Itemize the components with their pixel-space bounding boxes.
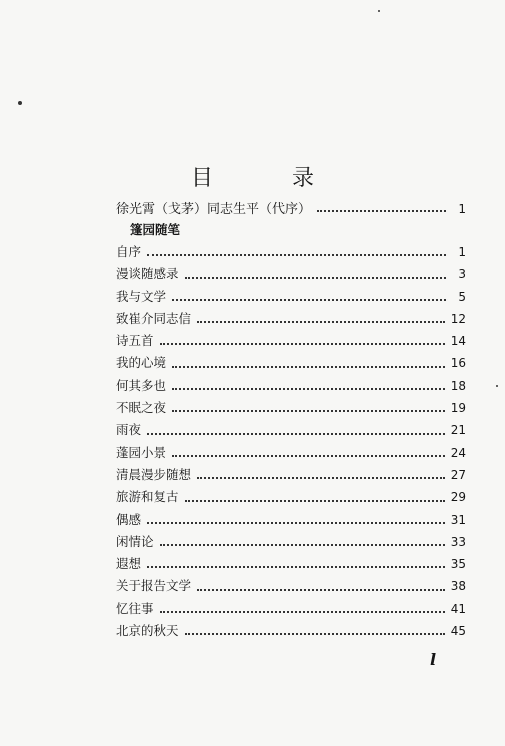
toc-entry-title: 致崔介同志信 xyxy=(116,310,192,326)
dot-leader xyxy=(185,632,445,635)
toc-entry[interactable] xyxy=(116,398,466,420)
toc-entry[interactable] xyxy=(116,420,466,442)
toc-entry-title: 关于报告文学 xyxy=(116,578,192,594)
toc-entry[interactable] xyxy=(116,264,466,286)
dot-leader xyxy=(147,253,446,256)
dot-leader xyxy=(147,565,445,568)
toc-entry-preface[interactable] xyxy=(116,198,466,220)
toc-entry-title: 诗五首 xyxy=(116,333,154,349)
toc-entry-page: 14 xyxy=(450,334,466,349)
toc-entry[interactable] xyxy=(116,353,466,375)
dot-leader xyxy=(147,432,445,435)
dot-leader xyxy=(172,454,445,457)
dot-leader xyxy=(160,342,445,345)
toc-entry-title: 何其多也 xyxy=(116,377,167,393)
toc-entry-title: 自序 xyxy=(116,244,142,259)
dot-leader xyxy=(172,387,445,390)
toc-entry-title: 不眠之夜 xyxy=(116,400,167,416)
toc-entry[interactable] xyxy=(116,465,466,487)
toc-entry-title: 北京的秋天 xyxy=(116,623,179,639)
dot-leader xyxy=(147,521,445,524)
toc-entry-page: 24 xyxy=(450,445,466,460)
dot-leader xyxy=(172,409,445,412)
dot-leader xyxy=(197,588,445,591)
toc-entry-page: 1 xyxy=(458,245,466,259)
toc-entry-page: 41 xyxy=(450,601,466,616)
toc-entry-page: 12 xyxy=(450,311,466,326)
toc-entry-page: 38 xyxy=(450,579,466,594)
toc-entry-page: 35 xyxy=(450,557,466,572)
toc-entry[interactable] xyxy=(116,510,466,532)
toc-entry-page: 21 xyxy=(450,423,466,438)
dot-leader xyxy=(185,276,446,279)
toc-entry[interactable] xyxy=(116,309,466,331)
toc-entry-page: 3 xyxy=(458,267,466,282)
toc-entry[interactable] xyxy=(116,532,466,554)
toc-entry-title: 我与文学 xyxy=(116,288,167,304)
toc-entry-title: 遐想 xyxy=(116,556,142,572)
dot-leader xyxy=(185,499,445,502)
toc-entry[interactable] xyxy=(116,576,466,598)
scan-speck xyxy=(378,10,380,12)
toc-entry-page: 45 xyxy=(450,624,466,639)
dot-leader xyxy=(160,610,445,613)
toc-entry[interactable] xyxy=(116,621,466,643)
toc-entry-page: 18 xyxy=(450,378,466,393)
toc-entry[interactable] xyxy=(116,554,466,576)
page-title: 目 录 xyxy=(191,165,350,191)
section-heading: 篷园随笔 xyxy=(130,222,181,237)
toc-entry-page: 5 xyxy=(458,289,466,304)
toc-entry[interactable] xyxy=(116,331,466,353)
scan-speck xyxy=(496,385,498,387)
toc-entry[interactable] xyxy=(116,487,466,509)
dot-leader xyxy=(160,543,445,546)
page-number: l xyxy=(430,650,437,669)
toc-entry-title: 我的心境 xyxy=(116,355,167,371)
toc-entry[interactable] xyxy=(116,242,466,264)
toc-entry-page: 19 xyxy=(450,401,466,416)
table-of-contents xyxy=(116,198,466,643)
dot-leader xyxy=(172,298,446,301)
dot-leader xyxy=(197,476,445,479)
toc-entry-title: 徐光霄（戈茅）同志生平（代序） xyxy=(116,202,312,217)
dot-leader xyxy=(317,209,446,212)
scan-speck xyxy=(18,101,22,105)
toc-entry-title: 雨夜 xyxy=(116,422,142,438)
toc-entry[interactable] xyxy=(116,287,466,309)
toc-entry-page: 16 xyxy=(450,356,466,371)
toc-entry-page: 31 xyxy=(450,512,466,527)
toc-entry-page: 33 xyxy=(450,534,466,549)
toc-entry-title: 偶感 xyxy=(116,511,142,527)
dot-leader xyxy=(172,365,445,368)
toc-entry-title: 清晨漫步随想 xyxy=(116,466,192,482)
toc-entry-page: 27 xyxy=(450,467,466,482)
dot-leader xyxy=(197,320,445,323)
toc-entry[interactable] xyxy=(116,599,466,621)
toc-entry-page: 1 xyxy=(458,202,466,216)
toc-entry-title: 旅游和复古 xyxy=(116,489,179,505)
toc-entry[interactable] xyxy=(116,376,466,398)
toc-entry-title: 忆往事 xyxy=(116,600,154,616)
toc-entry-page: 29 xyxy=(450,490,466,505)
toc-entry[interactable] xyxy=(116,443,466,465)
toc-entries xyxy=(116,242,466,643)
toc-entry-title: 蓬园小景 xyxy=(116,444,167,460)
toc-entry-title: 漫谈随感录 xyxy=(116,266,179,282)
toc-entry-title: 闲情论 xyxy=(116,533,154,549)
